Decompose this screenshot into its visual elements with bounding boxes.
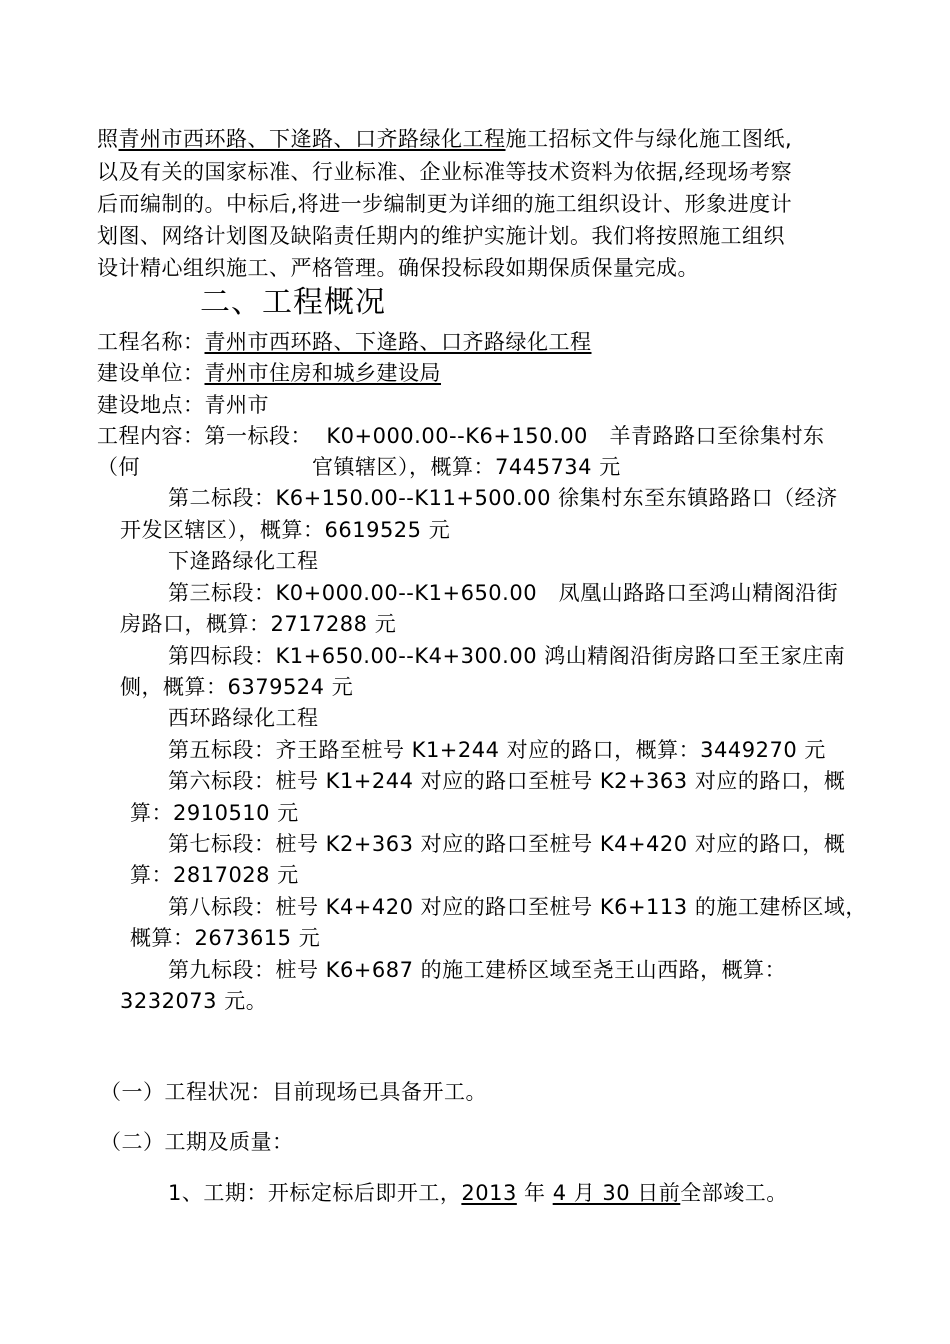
construction-place-label: 建设地点： [97, 393, 205, 417]
project-name-value: 青州市西环路、下逄路、口齐路绿化工程 [204, 330, 592, 354]
section-2-line-2: 开发区辖区），概算：6619525 元 [120, 518, 451, 542]
intro-line-1-end: 施工招标文件与绿化施工图纸, [505, 127, 793, 151]
section-4-line-1: 第四标段：K1+650.00--K4+300.00 鸿山精阁沿街房路口至王家庄南 [168, 644, 846, 668]
intro-line-3: 后而编制的。中标后,将进一步编制更为详细的施工组织设计、形象进度计 [97, 192, 793, 216]
completion-date: 4 月 30 日前 [552, 1181, 681, 1205]
section-5-line-1: 第五标段：齐王路至桩号 K1+244 对应的路口，概算：3449270 元 [168, 738, 826, 762]
project-name-label: 工程名称： [97, 330, 205, 354]
section-8-line-1: 第八标段：桩号 K4+420 对应的路口至桩号 K6+113 的施工建桥区域， [168, 895, 867, 919]
schedule-heading: （二）工期及质量： [100, 1130, 294, 1154]
schedule-item-1 [168, 1178, 788, 1208]
intro-line-4: 划图、网络计划图及缺陷责任期内的维护实施计划。我们将按照施工组织 [97, 224, 785, 248]
construction-unit-row [97, 358, 441, 388]
section-7-line-2: 算：2817028 元 [130, 863, 299, 887]
schedule-item-1-end: 全部竣工。 [680, 1181, 788, 1205]
intro-line-1 [97, 124, 792, 154]
project-name-underlined: 青州市西环路、下逄路、口齐路绿化工程 [118, 127, 506, 151]
section-heading: 二、工程概况 [200, 285, 386, 320]
construction-unit-value: 青州市住房和城乡建设局 [204, 361, 441, 385]
group-xihuan-title: 西环路绿化工程 [168, 706, 319, 730]
construction-place-row [97, 390, 269, 420]
section-3-line-1: 第三标段：K0+000.00--K1+650.00 凤凰山路路口至鸿山精阁沿街 [168, 581, 839, 605]
completion-year: 2013 [461, 1181, 517, 1205]
intro-line-2: 以及有关的国家标准、行业标准、企业标准等技术资料为依据,经现场考察 [97, 160, 793, 184]
schedule-item-1-year-suffix: 年 [516, 1181, 553, 1205]
section-9-line-2: 3232073 元。 [120, 989, 268, 1013]
section-2-line-1: 第二标段：K6+150.00--K11+500.00 徐集村东至东镇路路口（经济 [168, 486, 838, 510]
project-status: （一）工程状况：目前现场已具备开工。 [100, 1080, 487, 1104]
content-line-1b-end: 官镇辖区），概算：7445734 元 [312, 455, 621, 479]
group-xiafeng-title: 下逄路绿化工程 [168, 549, 319, 573]
schedule-item-1-start: 1、工期：开标定标后即开工， [168, 1181, 462, 1205]
intro-line-1-start: 照 [97, 127, 119, 151]
section-6-line-2: 算：2910510 元 [130, 801, 299, 825]
intro-line-5: 设计精心组织施工、严格管理。确保投标段如期保质保量完成。 [97, 256, 699, 280]
content-line-1b-start: （何 [97, 455, 140, 479]
construction-unit-label: 建设单位： [97, 361, 205, 385]
section-7-line-1: 第七标段：桩号 K2+363 对应的路口至桩号 K4+420 对应的路口，概 [168, 832, 846, 856]
section-4-line-2: 侧，概算：6379524 元 [120, 675, 354, 699]
section-3-line-2: 房路口，概算：2717288 元 [120, 612, 397, 636]
section-6-line-1: 第六标段：桩号 K1+244 对应的路口至桩号 K2+363 对应的路口，概 [168, 769, 846, 793]
construction-place-value: 青州市 [204, 393, 269, 417]
section-8-line-2: 概算：2673615 元 [130, 926, 321, 950]
content-line-1: 工程内容：第一标段： K0+000.00--K6+150.00 羊青路路口至徐集村东 [97, 424, 825, 448]
project-name-row [97, 327, 592, 357]
section-9-line-1: 第九标段：桩号 K6+687 的施工建桥区域至尧王山西路，概算： [168, 958, 787, 982]
